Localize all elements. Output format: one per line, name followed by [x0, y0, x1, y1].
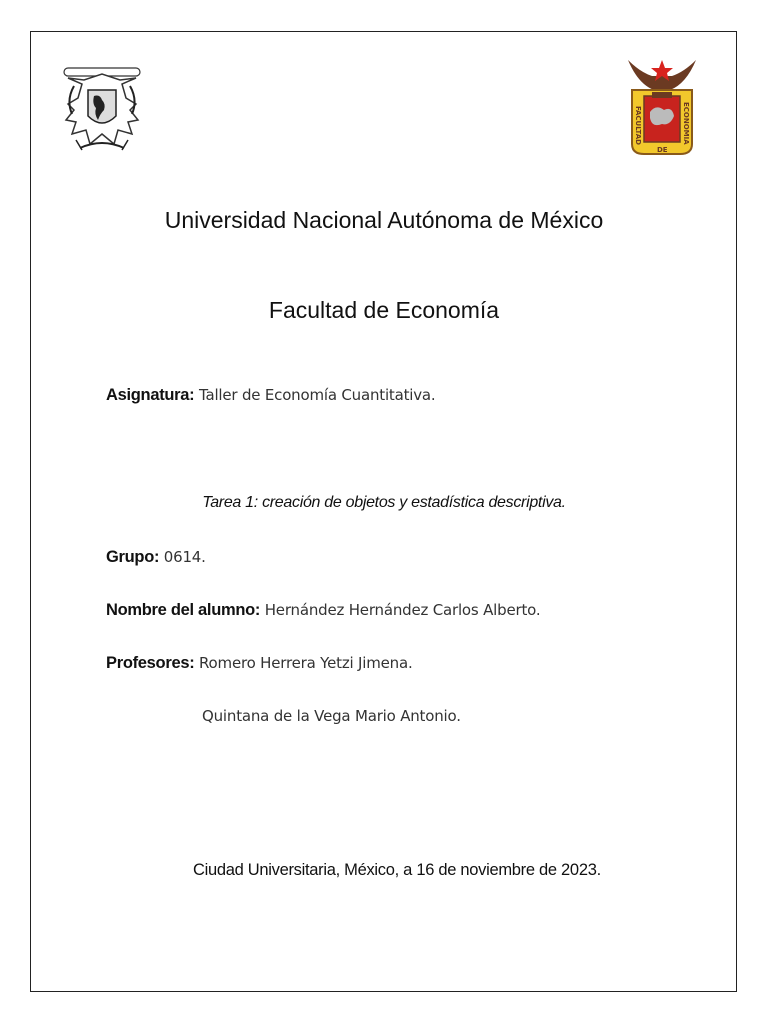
- group-row: [106, 548, 206, 567]
- subject-row: [106, 386, 436, 405]
- student-label: Nombre del alumno:: [106, 601, 261, 619]
- economics-faculty-shield-icon: [624, 56, 700, 158]
- professor-1: Romero Herrera Yetzi Jimena.: [199, 654, 413, 672]
- student-row: [106, 601, 540, 620]
- unam-seal-icon: [60, 64, 144, 156]
- subject-value: Taller de Economía Cuantitativa.: [198, 386, 436, 404]
- subject-label: Asignatura:: [106, 386, 195, 404]
- student-value: Hernández Hernández Carlos Alberto.: [264, 601, 541, 619]
- professor-2-row: [202, 707, 461, 726]
- group-value: 0614.: [163, 548, 206, 566]
- svg-text:FACULTAD: FACULTAD: [634, 106, 642, 145]
- svg-text:DE: DE: [657, 146, 668, 154]
- professor-2: Quintana de la Vega Mario Antonio.: [202, 707, 461, 725]
- assignment-title: Tarea 1: creación de objetos y estadística descriptiva.: [202, 494, 566, 511]
- svg-text:ECONOMIA: ECONOMIA: [682, 102, 690, 145]
- faculty-title: Facultad de Economía: [268, 297, 500, 323]
- place-date: Ciudad Universitaria, México, a 16 de noviembre de 2023.: [193, 861, 601, 879]
- university-title: Universidad Nacional Autónoma de México: [164, 207, 604, 233]
- professors-row: [106, 654, 413, 673]
- professors-label: Profesores:: [106, 654, 195, 672]
- group-label: Grupo:: [106, 548, 160, 566]
